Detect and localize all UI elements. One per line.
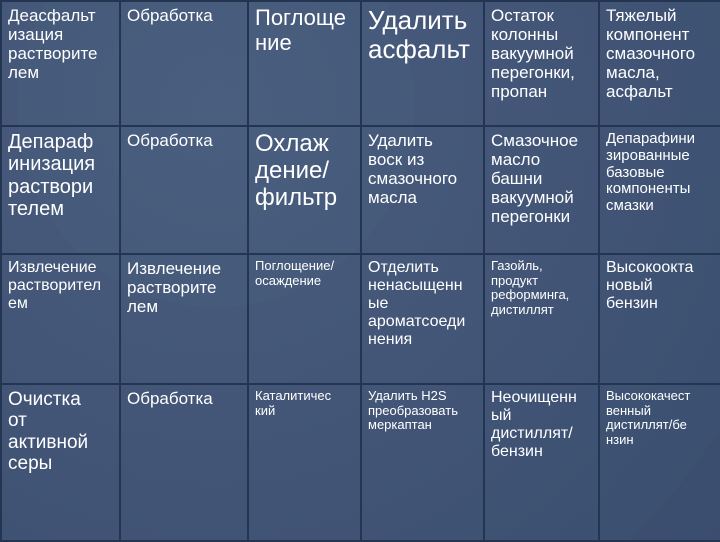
table-cell: Остаток колонны вакуумной перегонки, пропан — [484, 1, 599, 126]
table-cell: Деасфальт изация растворите лем — [1, 1, 120, 126]
table-cell: Обработка — [120, 1, 248, 126]
table-cell: Удалить H2S преобразовать меркаптан — [361, 384, 484, 541]
table-cell: Удалить асфальт — [361, 1, 484, 126]
table-cell: Депараф инизация раствори телем — [1, 126, 120, 254]
table-cell: Извлечение растворите лем — [120, 254, 248, 384]
table-cell: Удалить воск из смазочного масла — [361, 126, 484, 254]
table-cell: Отделить ненасыщенн ые ароматсоеди нения — [361, 254, 484, 384]
table-row — [1, 254, 720, 384]
table-cell: Обработка — [120, 384, 248, 541]
table-cell: Очистка от активной серы — [1, 384, 120, 541]
table-cell: Обработка — [120, 126, 248, 254]
table-cell: Каталитичес кий — [248, 384, 361, 541]
table-cell: Поглощение/ осаждение — [248, 254, 361, 384]
table-row — [1, 384, 720, 541]
table-cell: Тяжелый компонент смазочного масла, асфальт — [599, 1, 720, 126]
table-cell: Охлаж дение/ фильтр — [248, 126, 361, 254]
table-cell: Смазочное масло башни вакуумной перегонки — [484, 126, 599, 254]
table-row — [1, 126, 720, 254]
table-cell: Извлечение растворител ем — [1, 254, 120, 384]
table-cell: Газойль, продукт реформинга, дистиллят — [484, 254, 599, 384]
table-cell: Депарафини зированные базовые компоненты смазки — [599, 126, 720, 254]
table-cell: Высокоокта новый бензин — [599, 254, 720, 384]
table-cell: Высококачест венный дистиллят/бе нзин — [599, 384, 720, 541]
table-cell: Неочищенн ый дистиллят/ бензин — [484, 384, 599, 541]
table-cell: Поглоще ние — [248, 1, 361, 126]
table-row — [1, 1, 720, 126]
